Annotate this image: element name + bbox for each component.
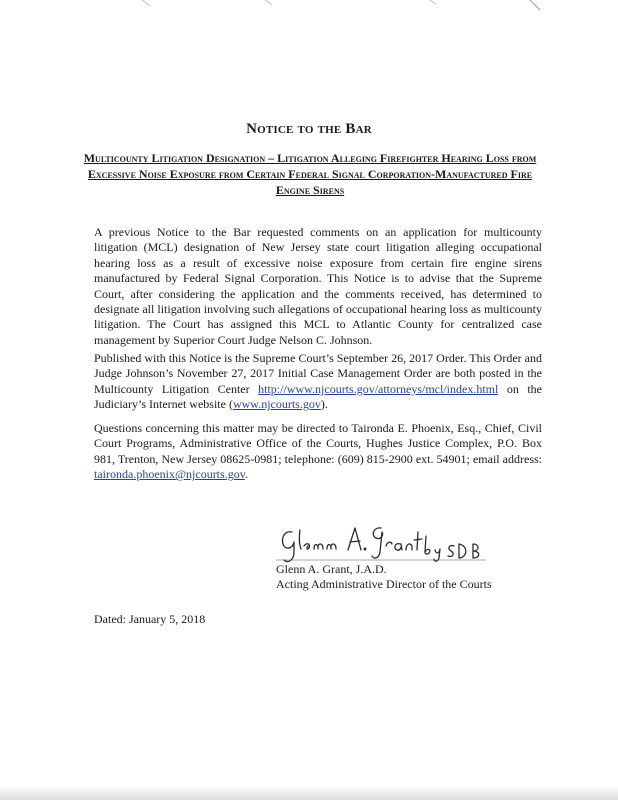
- njcourts-website-link[interactable]: www.njcourts.gov: [232, 397, 321, 412]
- paragraph-1-text: A previous Notice to the Bar requested comments on an application for multicounty litigation (MCL) designation of New Jersey state court litigation alleging occupational hearing loss as a result of excessive noise exposure from certain fire engine sirens manufactured by Federal Signal Corporation. This Notice is to advise that the Supreme Court, after considering the application and the comments received, has determined to designate all litigation involving such allegations of occupational hearing loss as multicounty litigation. The Court has assigned this MCL to Atlantic County for centralized case management by Superior Court Judge Nelson C. Johnson.: [94, 225, 542, 347]
- mcl-center-link[interactable]: http://www.njcourts.gov/attorneys/mcl/index.html: [258, 381, 499, 396]
- paragraph-contact-info: [94, 421, 542, 483]
- paragraph-3-text-start: Questions concerning this matter may be directed to Taironda E. Phoenix, Esq., Chief, Civil Court Programs, Administrative Office of the Courts, Hughes Justice Complex, P.O. Box 981, Trenton, New Jersey 08625-0981; telephone: (609) 815-2900 ext. 54901; email address:: [94, 421, 542, 466]
- paragraph-mcl-designation: [94, 225, 542, 348]
- scan-edge-marks: [0, 0, 618, 14]
- signature-block: [276, 562, 492, 593]
- paragraph-order-publication: [94, 351, 542, 413]
- paragraph-2-text-end: ).: [320, 397, 328, 412]
- dated-line: Dated: January 5, 2018: [94, 612, 206, 626]
- signer-name: Glenn A. Grant, J.A.D.: [276, 562, 387, 576]
- scan-bottom-edge: [0, 786, 618, 800]
- contact-email-link[interactable]: taironda.phoenix@njcourts.gov: [94, 467, 245, 482]
- page-title: Notice to the Bar: [246, 121, 372, 137]
- paragraph-2-text-start: Published with this Notice is the Supreme Court’s September 26, 2017 Order. This Order and Judge Johnson’s November 27, 2017 Initial Case Management Order are both posted in the Multicounty Litigation Center: [94, 351, 542, 396]
- signer-title: Acting Administrative Director of the Courts: [276, 577, 492, 592]
- paragraph-3-text-end: .: [244, 467, 248, 482]
- notice-subtitle: Multicounty Litigation Designation – Litigation Alleging Firefighter Hearing Loss from Excessive Noise Exposure from Certain Federal Signal Corporation-Manufactured Fire Engine Sirens: [83, 151, 537, 197]
- paragraph-2-text-middle: on the Judiciary’s Internet website (: [94, 381, 542, 412]
